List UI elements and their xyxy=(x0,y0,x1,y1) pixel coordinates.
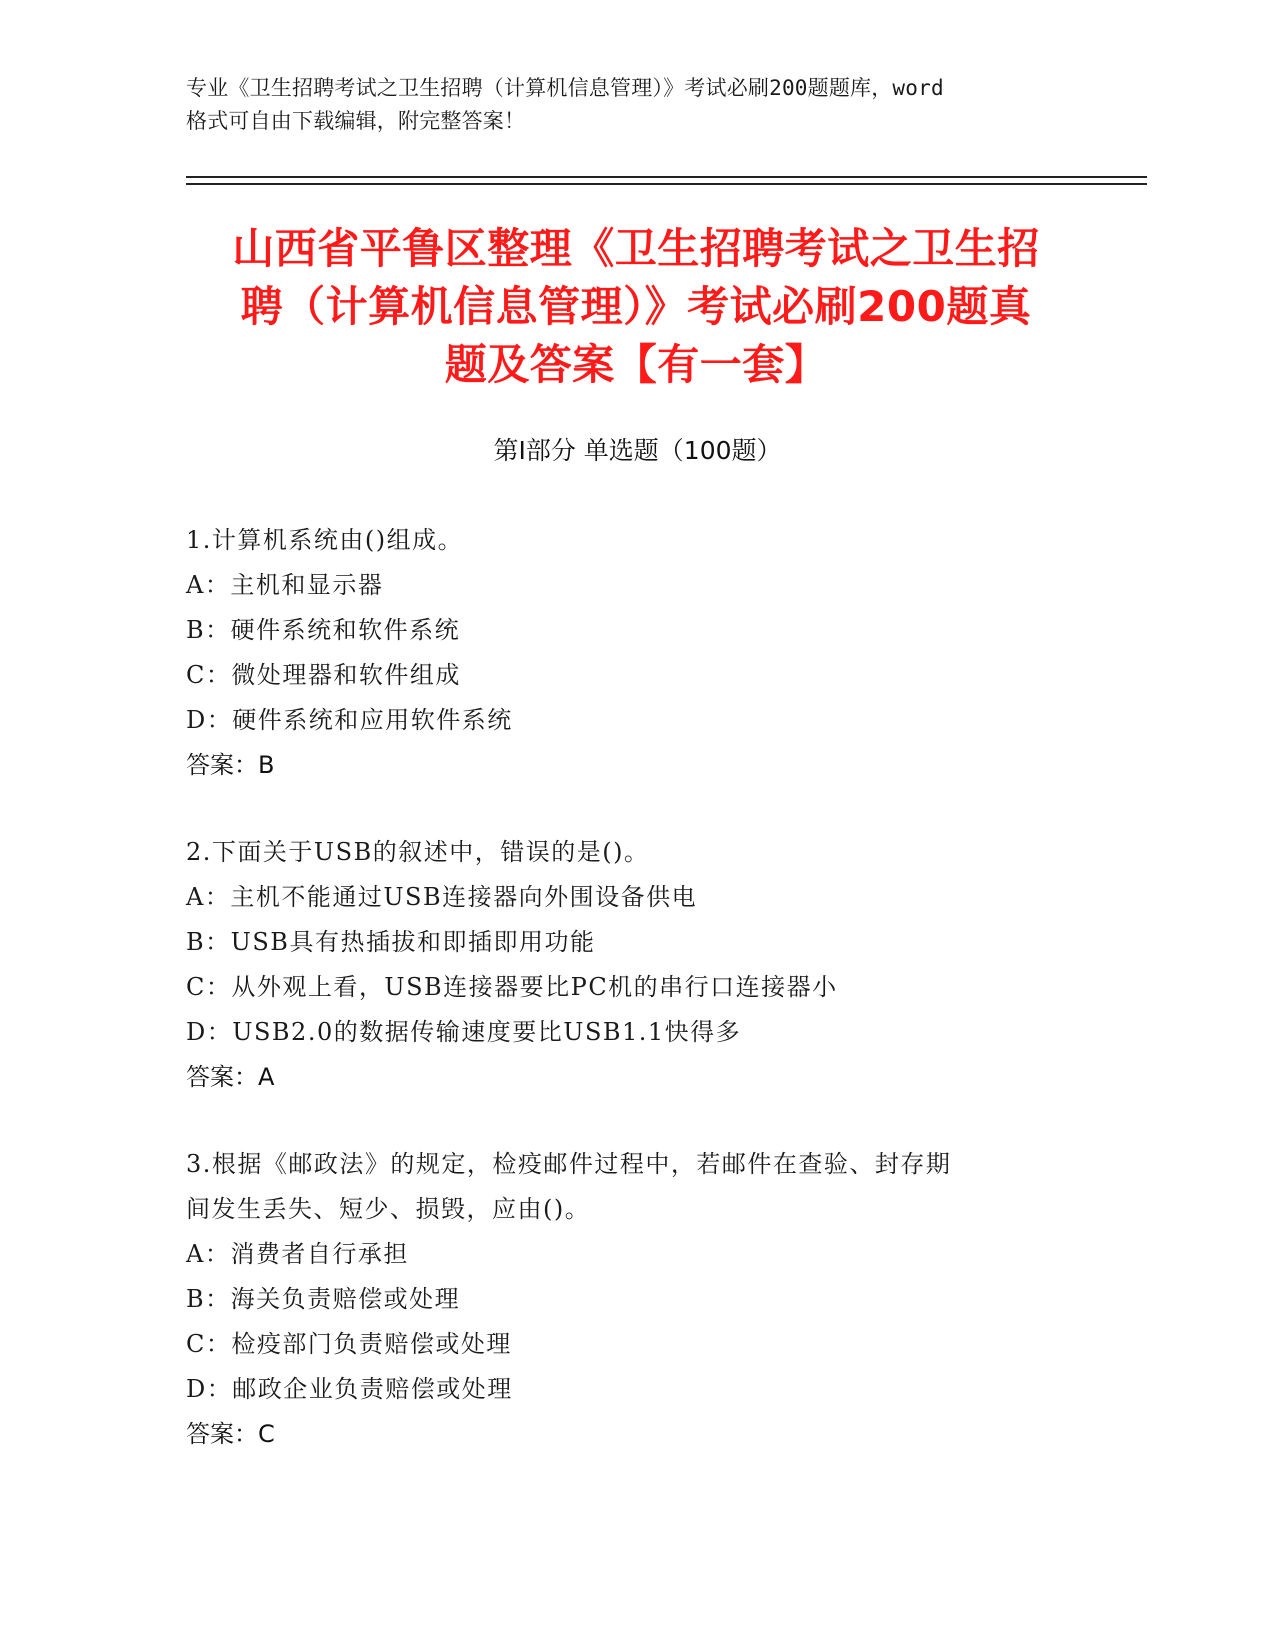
option-c: C：从外观上看，USB连接器要比PC机的串行口连接器小 xyxy=(186,973,838,1001)
document-title xyxy=(196,220,1076,394)
header-divider-bottom xyxy=(186,183,1147,185)
option-c: C：检疫部门负责赔偿或处理 xyxy=(186,1330,512,1358)
option-a: A：主机和显示器 xyxy=(186,571,384,599)
question-item xyxy=(186,518,1086,788)
option-b: B：USB具有热插拔和即插即用功能 xyxy=(186,928,596,956)
option-d: D：邮政企业负责赔偿或处理 xyxy=(186,1375,513,1403)
title-line: 山西省平鲁区整理《卫生招聘考试之卫生招 xyxy=(232,224,1040,273)
question-stem-continued: 间发生丢失、短少、损毁，应由()。 xyxy=(186,1195,591,1223)
question-item xyxy=(186,830,1086,1100)
title-line: 题及答案【有一套】 xyxy=(444,340,828,389)
question-stem: 2.下面关于USB的叙述中，错误的是()。 xyxy=(186,838,650,866)
title-line: 聘（计算机信息管理）》考试必刷200题真 xyxy=(240,282,1032,331)
answer-label: 答案：B xyxy=(186,751,275,779)
option-d: D：USB2.0的数据传输速度要比USB1.1快得多 xyxy=(186,1018,742,1046)
option-a: A：主机不能通过USB连接器向外围设备供电 xyxy=(186,883,698,911)
question-stem: 3.根据《邮政法》的规定，检疫邮件过程中，若邮件在查验、封存期 xyxy=(186,1150,952,1178)
question-list xyxy=(186,518,1086,1499)
answer-label: 答案：A xyxy=(186,1063,275,1091)
answer-label: 答案：C xyxy=(186,1420,275,1448)
option-a: A：消费者自行承担 xyxy=(186,1240,409,1268)
section-heading: 第Ⅰ部分 单选题（100题） xyxy=(493,436,782,465)
intro-text xyxy=(186,72,1086,138)
option-b: B：硬件系统和软件系统 xyxy=(186,616,461,644)
option-c: C：微处理器和软件组成 xyxy=(186,661,461,689)
intro-line: 格式可自由下载编辑，附完整答案！ xyxy=(186,109,526,133)
question-item xyxy=(186,1142,1086,1457)
question-stem: 1.计算机系统由()组成。 xyxy=(186,526,464,554)
option-d: D：硬件系统和应用软件系统 xyxy=(186,706,513,734)
option-b: B：海关负责赔偿或处理 xyxy=(186,1285,461,1313)
intro-line: 专业《卫生招聘考试之卫生招聘（计算机信息管理）》考试必刷200题题库，word xyxy=(186,76,944,100)
header-divider-top xyxy=(186,176,1147,178)
